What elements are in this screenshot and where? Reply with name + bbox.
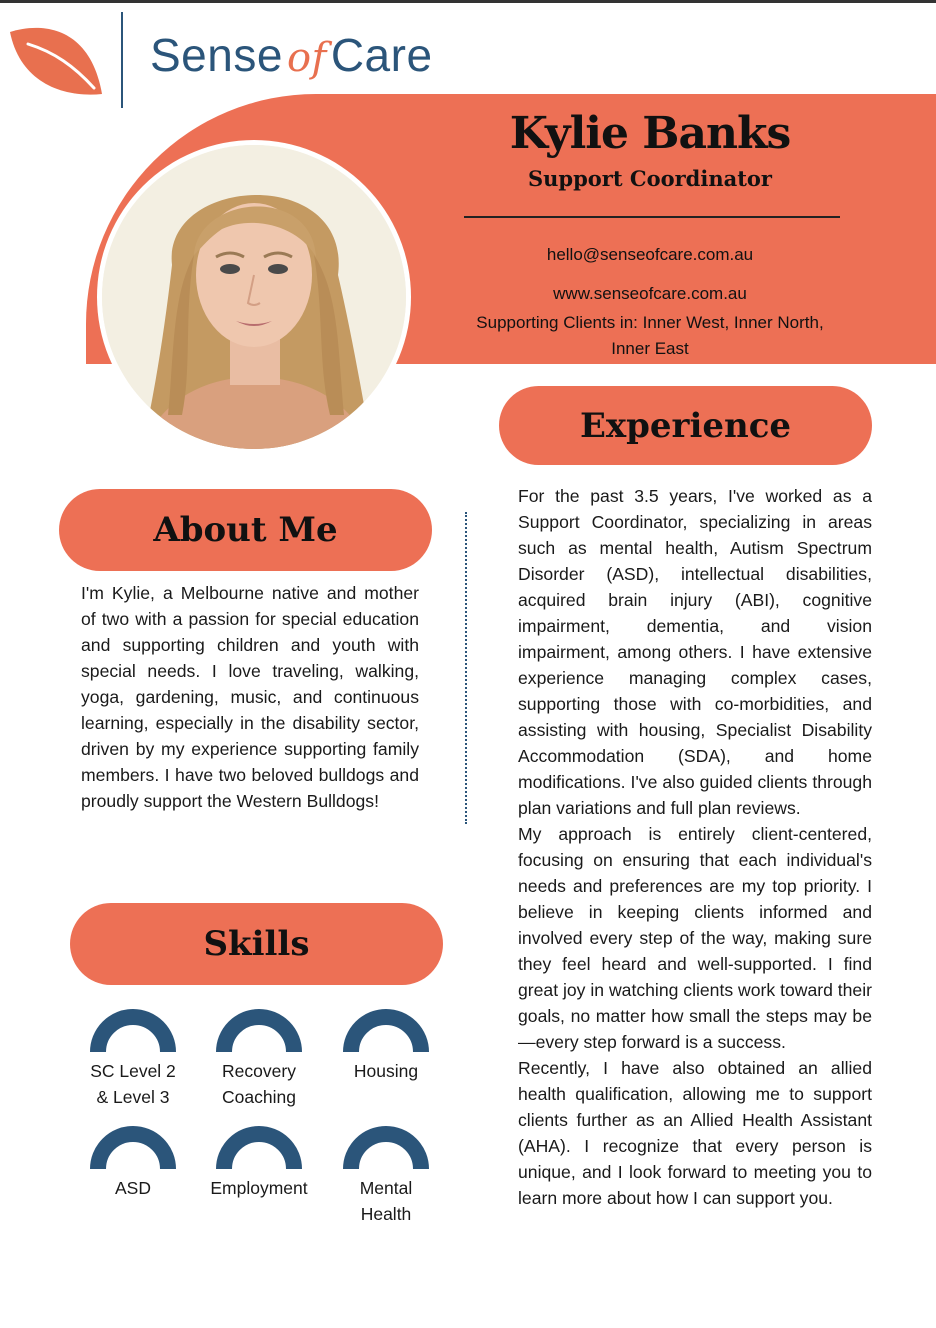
skill-label: Recovery Coaching bbox=[222, 1061, 296, 1107]
skill-label: SC Level 2 & Level 3 bbox=[90, 1061, 176, 1107]
brand-name-of: of bbox=[286, 35, 327, 81]
profile-photo bbox=[102, 145, 406, 449]
skills-heading: Skills bbox=[70, 903, 443, 985]
column-divider bbox=[465, 512, 467, 824]
person-role: Support Coordinator bbox=[528, 166, 772, 191]
email-link[interactable]: hello@senseofcare.com.au bbox=[546, 245, 754, 264]
experience-paragraph: Recently, I have also obtained an allied health qualification, allowing me to support clients further as an Allied Health Assistant (AHA). I recognize that every person is unique, and I look forward to meeting you to learn more about how I can support you. bbox=[518, 1058, 872, 1208]
experience-paragraph: My approach is entirely client-centered, focusing on ensuring that each individual's needs and preferences are my top priority. I believe in keeping clients informed and involved every step of the way, making sure they feel heard and well-supported. I find great joy in watching clients work toward their goals, no matter how small the steps may be—every step forward is a success. bbox=[518, 824, 872, 1052]
service-areas-line2: Inner East bbox=[611, 339, 689, 358]
about-heading: About Me bbox=[59, 489, 432, 571]
skill-label: Employment bbox=[210, 1178, 308, 1198]
skill-item bbox=[326, 1123, 446, 1227]
website-link[interactable]: www.senseofcare.com.au bbox=[553, 284, 747, 303]
skill-arc-icon bbox=[215, 1006, 303, 1052]
skill-item bbox=[326, 1006, 446, 1084]
top-border bbox=[0, 0, 936, 3]
about-text: I'm Kylie, a Melbourne native and mother of two with a passion for special education and supporting children and youth with special needs. I love traveling, walking, yoga, gardening, music, and continuous learning, especially in the disability sector, driven by my experience supporting family members. I have two beloved bulldogs and proudly support the Western Bulldogs! bbox=[81, 583, 419, 811]
skill-label: Housing bbox=[353, 1061, 419, 1081]
skill-label: Mental Health bbox=[359, 1178, 413, 1224]
experience-body bbox=[518, 483, 872, 1211]
brand-name-care: Care bbox=[330, 29, 433, 81]
logo-divider bbox=[121, 12, 123, 108]
skill-arc-icon bbox=[342, 1123, 430, 1169]
header-divider bbox=[464, 216, 840, 218]
skill-item bbox=[73, 1123, 193, 1201]
skill-item bbox=[199, 1006, 319, 1110]
skill-arc-icon bbox=[89, 1006, 177, 1052]
skill-arc-icon bbox=[89, 1123, 177, 1169]
brand-logo bbox=[150, 28, 433, 82]
experience-heading: Experience bbox=[499, 386, 872, 465]
experience-paragraph: For the past 3.5 years, I've worked as a Support Coordinator, specializing in areas such as mental health, Autism Spectrum Disorder (ASD), intellectual disabilities, acquired brain injury (ABI), cognitive impairment, dementia, and vision impairment, among others. I have extensive experience managing complex cases, supporting those with co-morbidities, and assisting with housing, Specialist Disability Accommodation (SDA), and home modifications. I've also guided clients through plan variations and full plan reviews. bbox=[518, 486, 872, 818]
person-name: Kylie Banks bbox=[509, 108, 791, 159]
skill-label: ASD bbox=[115, 1178, 151, 1198]
skill-item bbox=[73, 1006, 193, 1110]
skill-item bbox=[199, 1123, 319, 1201]
skill-arc-icon bbox=[342, 1006, 430, 1052]
skill-arc-icon bbox=[215, 1123, 303, 1169]
leaf-icon bbox=[8, 22, 104, 103]
brand-name-sense: Sense bbox=[150, 29, 283, 81]
service-areas-line1: Supporting Clients in: Inner West, Inner North, bbox=[476, 313, 824, 332]
